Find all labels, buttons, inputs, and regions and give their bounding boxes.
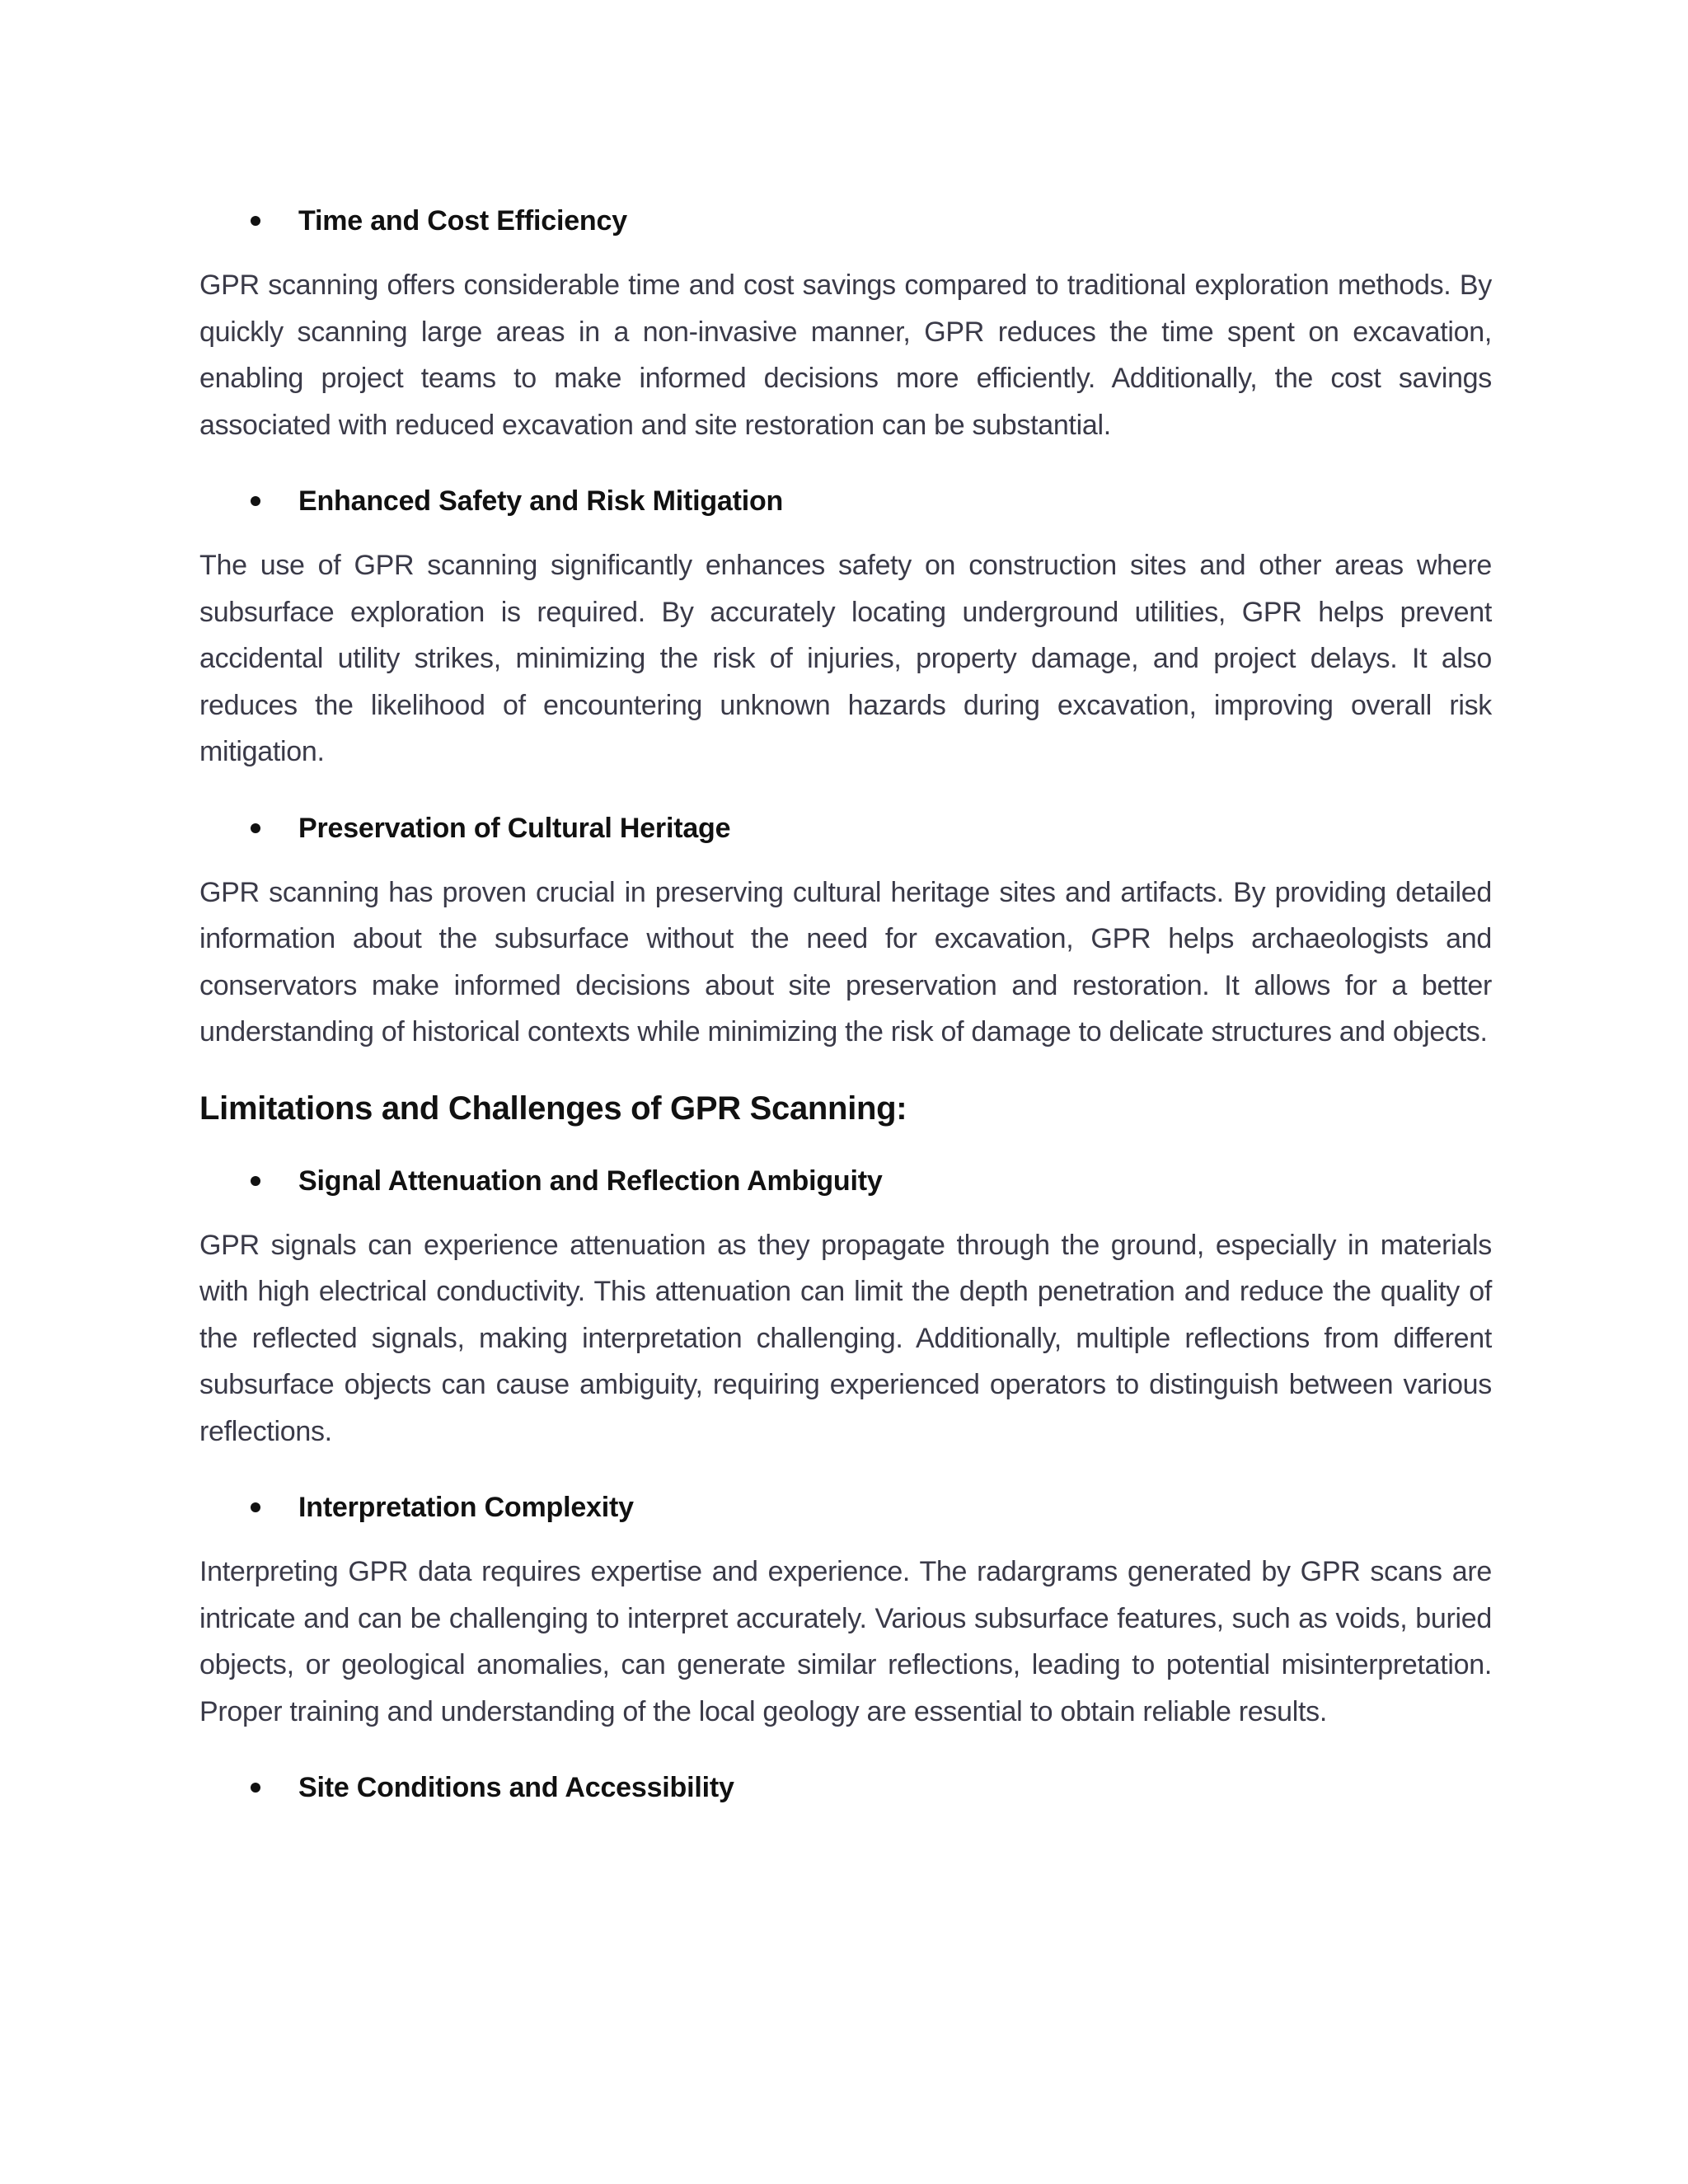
section-heading-limitations: Limitations and Challenges of GPR Scanning:: [199, 1090, 907, 1127]
bullet-heading-text: Interpretation Complexity: [298, 1492, 634, 1523]
paragraph-safety: The use of GPR scanning significantly enhances safety on construction sites and other areas where subsurface exploration is required. By accurately locating underground utilities, GPR helps prevent accidental utility strikes, minimizing the risk of injuries, property damage, and project delays. It also reduces the likelihood of encountering unknown hazards during excavation, improving overall risk mitigation.: [199, 550, 1492, 767]
bullet-heading-text: Preservation of Cultural Heritage: [298, 812, 731, 844]
bullet-heading-interpretation: [199, 1481, 1492, 1534]
bullet-dot-icon: [251, 823, 260, 833]
bullet-dot-icon: [251, 1502, 260, 1512]
bullet-heading-text: Time and Cost Efficiency: [298, 205, 627, 237]
bullet-dot-icon: [251, 496, 260, 506]
bullet-dot-icon: [251, 216, 260, 226]
bullet-heading-time-cost: [199, 194, 1492, 247]
paragraph-signal: GPR signals can experience attenuation as they propagate through the ground, especially in materials with high electrical conductivity. This attenuation can limit the depth penetration and reduce the quality of the reflected signals, making interpretation challenging. Additionally, multiple reflections from different subsurface objects can cause ambiguity, requiring experienced operators to distinguish between various reflections.: [199, 1229, 1492, 1447]
bullet-heading-text: Site Conditions and Accessibility: [298, 1772, 734, 1803]
bullet-heading-site: [199, 1761, 1492, 1814]
bullet-dot-icon: [251, 1783, 260, 1793]
document-content: [199, 194, 1492, 1829]
bullet-dot-icon: [251, 1176, 260, 1186]
bullet-heading-heritage: [199, 802, 1492, 855]
bullet-heading-safety: [199, 475, 1492, 527]
bullet-heading-signal: [199, 1155, 1492, 1207]
paragraph-heritage: GPR scanning has proven crucial in preserving cultural heritage sites and artifacts. By providing detailed information about the subsurface without the need for excavation, GPR helps archaeologists and conservators make informed decisions about site preservation and restoration. It allows for a better understanding of historical contexts while minimizing the risk of damage to delicate structures and objects.: [199, 876, 1492, 1047]
paragraph-interpretation: Interpreting GPR data requires expertise and experience. The radargrams generated by GPR scans are intricate and can be challenging to interpret accurately. Various subsurface features, such as voids, buried objects, or geological anomalies, can generate similar reflections, leading to potential misinterpretation. Proper training and understanding of the local geology are essential to obtain reliable results.: [199, 1556, 1492, 1727]
paragraph-time-cost: GPR scanning offers considerable time and cost savings compared to traditional exploration methods. By quickly scanning large areas in a non-invasive manner, GPR reduces the time spent on excavation, enabling project teams to make informed decisions more efficiently. Additionally, the cost savings associated with reduced excavation and site restoration can be substantial.: [199, 269, 1492, 441]
bullet-heading-text: Signal Attenuation and Reflection Ambiguity: [298, 1165, 883, 1197]
bullet-heading-text: Enhanced Safety and Risk Mitigation: [298, 485, 784, 517]
